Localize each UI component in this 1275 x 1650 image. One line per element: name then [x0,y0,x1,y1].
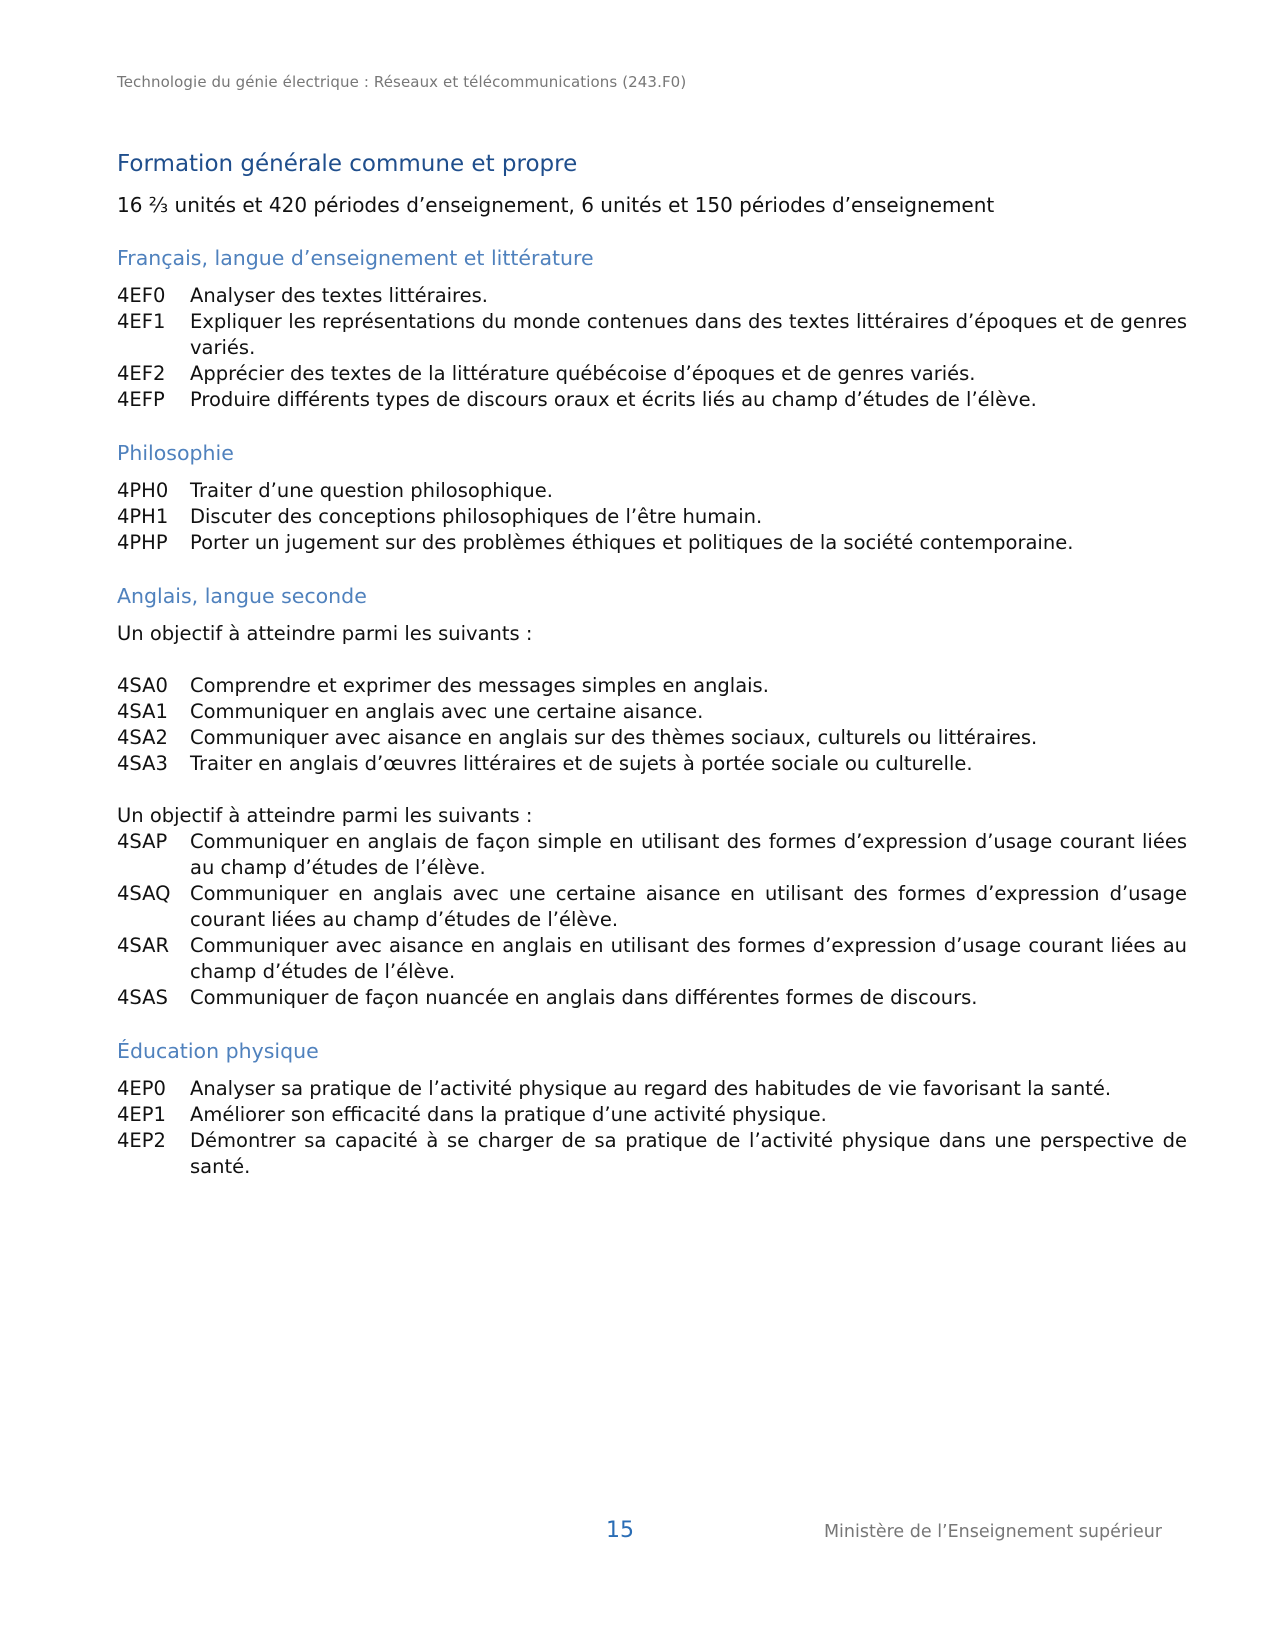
objective-text: Comprendre et exprimer des messages simples en anglais. [190,674,769,697]
objective-item [117,881,1187,933]
section-anglais [117,583,1187,1011]
page-number: 15 [606,1518,634,1543]
objective-text: Communiquer avec aisance en anglais sur des thèmes sociaux, culturels ou littéraires. [190,726,1038,749]
objective-text: Communiquer avec aisance en anglais en utilisant des formes d’expression d’usage courant liées au champ d’études de l’élève. [190,934,1187,983]
objective-item [117,1102,1187,1128]
objective-text: Traiter en anglais d’œuvres littéraires et de sujets à portée sociale ou culturelle. [190,752,973,775]
objective-code: 4EFP [117,388,165,411]
objective-item [117,1076,1187,1102]
objective-text: Expliquer les représentations du monde contenues dans des textes littéraires d’époques et de genres variés. [190,310,1187,359]
section-title-education-physique: Éducation physique [117,1039,319,1063]
objective-text: Produire différents types de discours oraux et écrits liés au champ d’études de l’élève. [190,388,1037,411]
objective-code: 4SA1 [117,700,168,723]
objective-list-francais [117,283,1187,413]
objective-list-anglais-1 [117,673,1187,777]
objective-text: Communiquer en anglais avec une certaine aisance. [190,700,704,723]
objective-item [117,309,1187,361]
objective-item [117,530,1187,556]
objective-item [117,504,1187,530]
objective-intro: Un objectif à atteindre parmi les suivants : [117,622,533,645]
section-title-anglais: Anglais, langue seconde [117,584,367,608]
objective-code: 4PH0 [117,479,169,502]
objective-item [117,699,1187,725]
objective-item [117,829,1187,881]
objective-text: Analyser sa pratique de l’activité physique au regard des habitudes de vie favorisant la santé. [190,1077,1112,1100]
objective-text: Communiquer de façon nuancée en anglais dans différentes formes de discours. [190,986,978,1009]
objective-item [117,933,1187,985]
objective-text: Communiquer en anglais de façon simple en utilisant des formes d’expression d’usage courant liées au champ d’études de l’élève. [190,830,1187,879]
objective-text: Analyser des textes littéraires. [190,284,489,307]
objective-code: 4EF2 [117,362,166,385]
objective-code: 4PHP [117,531,168,554]
objective-code: 4EP0 [117,1077,166,1100]
objective-text: Communiquer en anglais avec une certaine aisance en utilisant des formes d’expression d’usage courant liées au champ d’études de l’élève. [190,882,1187,931]
section-francais [117,245,1187,413]
objective-intro: Un objectif à atteindre parmi les suivants : [117,804,533,827]
objective-text: Porter un jugement sur des problèmes éthiques et politiques de la société contemporaine. [190,531,1074,554]
objective-code: 4SAP [117,830,168,853]
objective-list-education-physique [117,1076,1187,1180]
objective-text: Traiter d’une question philosophique. [190,479,553,502]
objective-item [117,387,1187,413]
section-education-physique [117,1038,1187,1180]
section-philosophie [117,440,1187,556]
objective-code: 4EF0 [117,284,166,307]
objective-list-anglais-2 [117,829,1187,1011]
objective-code: 4EP1 [117,1103,166,1126]
objective-code: 4SA0 [117,674,168,697]
objective-code: 4EP2 [117,1129,166,1152]
objective-item [117,1128,1187,1180]
footer-organization: Ministère de l’Enseignement supérieur [823,1522,1162,1542]
units-summary: 16 ⅔ unités et 420 périodes d’enseignement, 6 unités et 150 périodes d’enseignement [117,193,995,217]
objective-item [117,985,1187,1011]
objective-code: 4PH1 [117,505,169,528]
section-title-philosophie: Philosophie [117,441,234,465]
document-content [117,150,1187,1207]
objective-item [117,361,1187,387]
objective-text: Améliorer son efficacité dans la pratique d’une activité physique. [190,1103,827,1126]
objective-list-philosophie [117,478,1187,556]
objective-item [117,751,1187,777]
objective-code: 4SAR [117,934,170,957]
objective-text: Discuter des conceptions philosophiques de l’être humain. [190,505,763,528]
objective-item [117,725,1187,751]
objective-item [117,478,1187,504]
objective-item [117,673,1187,699]
running-header: Technologie du génie électrique : Réseaux et télécommunications (243.F0) [117,73,687,91]
objective-item [117,283,1187,309]
objective-code: 4EF1 [117,310,166,333]
objective-code: 4SA3 [117,752,168,775]
objective-code: 4SAS [117,986,168,1009]
objective-text: Démontrer sa capacité à se charger de sa pratique de l’activité physique dans une perspective de santé. [190,1129,1187,1178]
page-title: Formation générale commune et propre [117,151,578,177]
objective-text: Apprécier des textes de la littérature québécoise d’époques et de genres variés. [190,362,976,385]
spacer [117,777,1187,803]
section-title-francais: Français, langue d’enseignement et littérature [117,246,594,270]
objective-code: 4SA2 [117,726,168,749]
objective-code: 4SAQ [117,882,171,905]
